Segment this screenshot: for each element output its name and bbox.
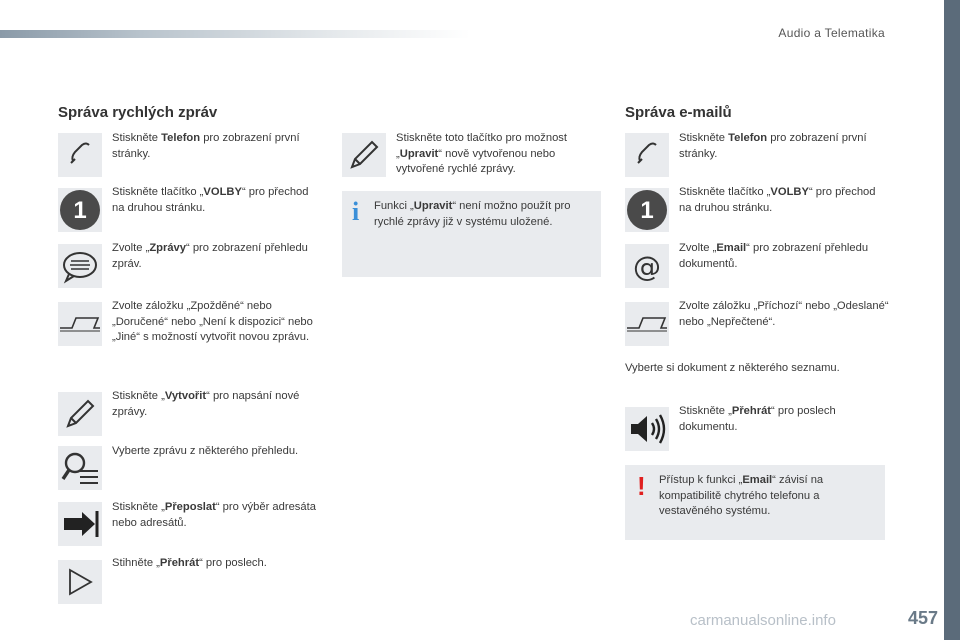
phone-icon bbox=[625, 133, 669, 177]
svg-text:1: 1 bbox=[640, 197, 654, 224]
step-edit: Stiskněte toto tlačítko pro možnost „Upravit“ nově vytvořenou nebo vytvořené rychlé zprávy. bbox=[396, 132, 568, 175]
at-sign-icon bbox=[625, 244, 669, 288]
info-note bbox=[342, 191, 601, 277]
watermark: carmanualsonline.info bbox=[690, 612, 836, 629]
email-step-email: Zvolte „Email“ pro zobrazení přehledu dokumentů. bbox=[679, 242, 869, 270]
info-text: Funkci „Upravit“ není možno použít pro rychlé zprávy již v systému uložené. bbox=[374, 200, 571, 228]
play-icon bbox=[58, 560, 102, 604]
email-title: Správa e-mailů bbox=[625, 104, 732, 121]
tab-icon bbox=[58, 302, 102, 346]
step-tabs: Zvolte záložku „Zpožděné“ nebo „Doručené“ nebo „Není k dispozici“ nebo „Jiné“ s možností vytvořit novou zprávu. bbox=[112, 300, 313, 343]
warning-icon: ! bbox=[637, 471, 646, 501]
step-phone: Stiskněte Telefon pro zobrazení první stránky. bbox=[112, 132, 300, 160]
header-bar bbox=[0, 30, 470, 38]
page-number: 457 bbox=[907, 608, 938, 628]
quick-messages-title: Správa rychlých zpráv bbox=[58, 104, 218, 121]
step-play: Stihněte „Přehrát“ pro poslech. bbox=[112, 557, 267, 569]
email-step-tabs: Zvolte záložku „Příchozí“ nebo „Odeslané“ nebo „Nepřečtené“. bbox=[679, 300, 889, 328]
warning-text: Přístup k funkci „Email“ závisí na kompatibilitě chytrého telefonu a vestavěného systému. bbox=[659, 474, 824, 517]
select-document-text: Vyberte si dokument z některého seznamu. bbox=[625, 362, 840, 374]
email-step-play: Stiskněte „Přehrát“ pro poslech dokumentu. bbox=[679, 405, 836, 433]
svg-text:1: 1 bbox=[73, 197, 87, 224]
step-select-message: Vyberte zprávu z některého přehledu. bbox=[112, 445, 299, 457]
forward-arrow-icon bbox=[58, 502, 102, 546]
phone-icon bbox=[58, 133, 102, 177]
number-1-icon bbox=[58, 188, 102, 232]
messages-icon bbox=[58, 244, 102, 288]
search-list-icon bbox=[58, 446, 102, 490]
warning-note bbox=[625, 465, 885, 540]
step-messages: Zvolte „Zprávy“ pro zobrazení přehledu zpráv. bbox=[112, 242, 308, 270]
step-options: Stiskněte tlačítko „VOLBY“ pro přechod na druhou stránku. bbox=[112, 186, 309, 214]
speaker-icon bbox=[625, 407, 669, 451]
email-step-options: Stiskněte tlačítko „VOLBY“ pro přechod na druhou stránku. bbox=[679, 186, 876, 214]
info-icon: i bbox=[352, 197, 360, 226]
pencil-icon bbox=[58, 392, 102, 436]
chapter-title: Audio a Telematika bbox=[778, 26, 885, 40]
number-1-icon bbox=[625, 188, 669, 232]
svg-text:@: @ bbox=[633, 250, 661, 283]
email-step-phone: Stiskněte Telefon pro zobrazení první stránky. bbox=[679, 132, 867, 160]
pencil-icon bbox=[342, 133, 386, 177]
page-side-tab bbox=[944, 0, 960, 640]
step-create: Stiskněte „Vytvořit“ pro napsání nové zprávy. bbox=[112, 390, 300, 418]
step-forward: Stiskněte „Přeposlat“ pro výběr adresáta nebo adresátů. bbox=[112, 501, 316, 529]
tab-icon bbox=[625, 302, 669, 346]
